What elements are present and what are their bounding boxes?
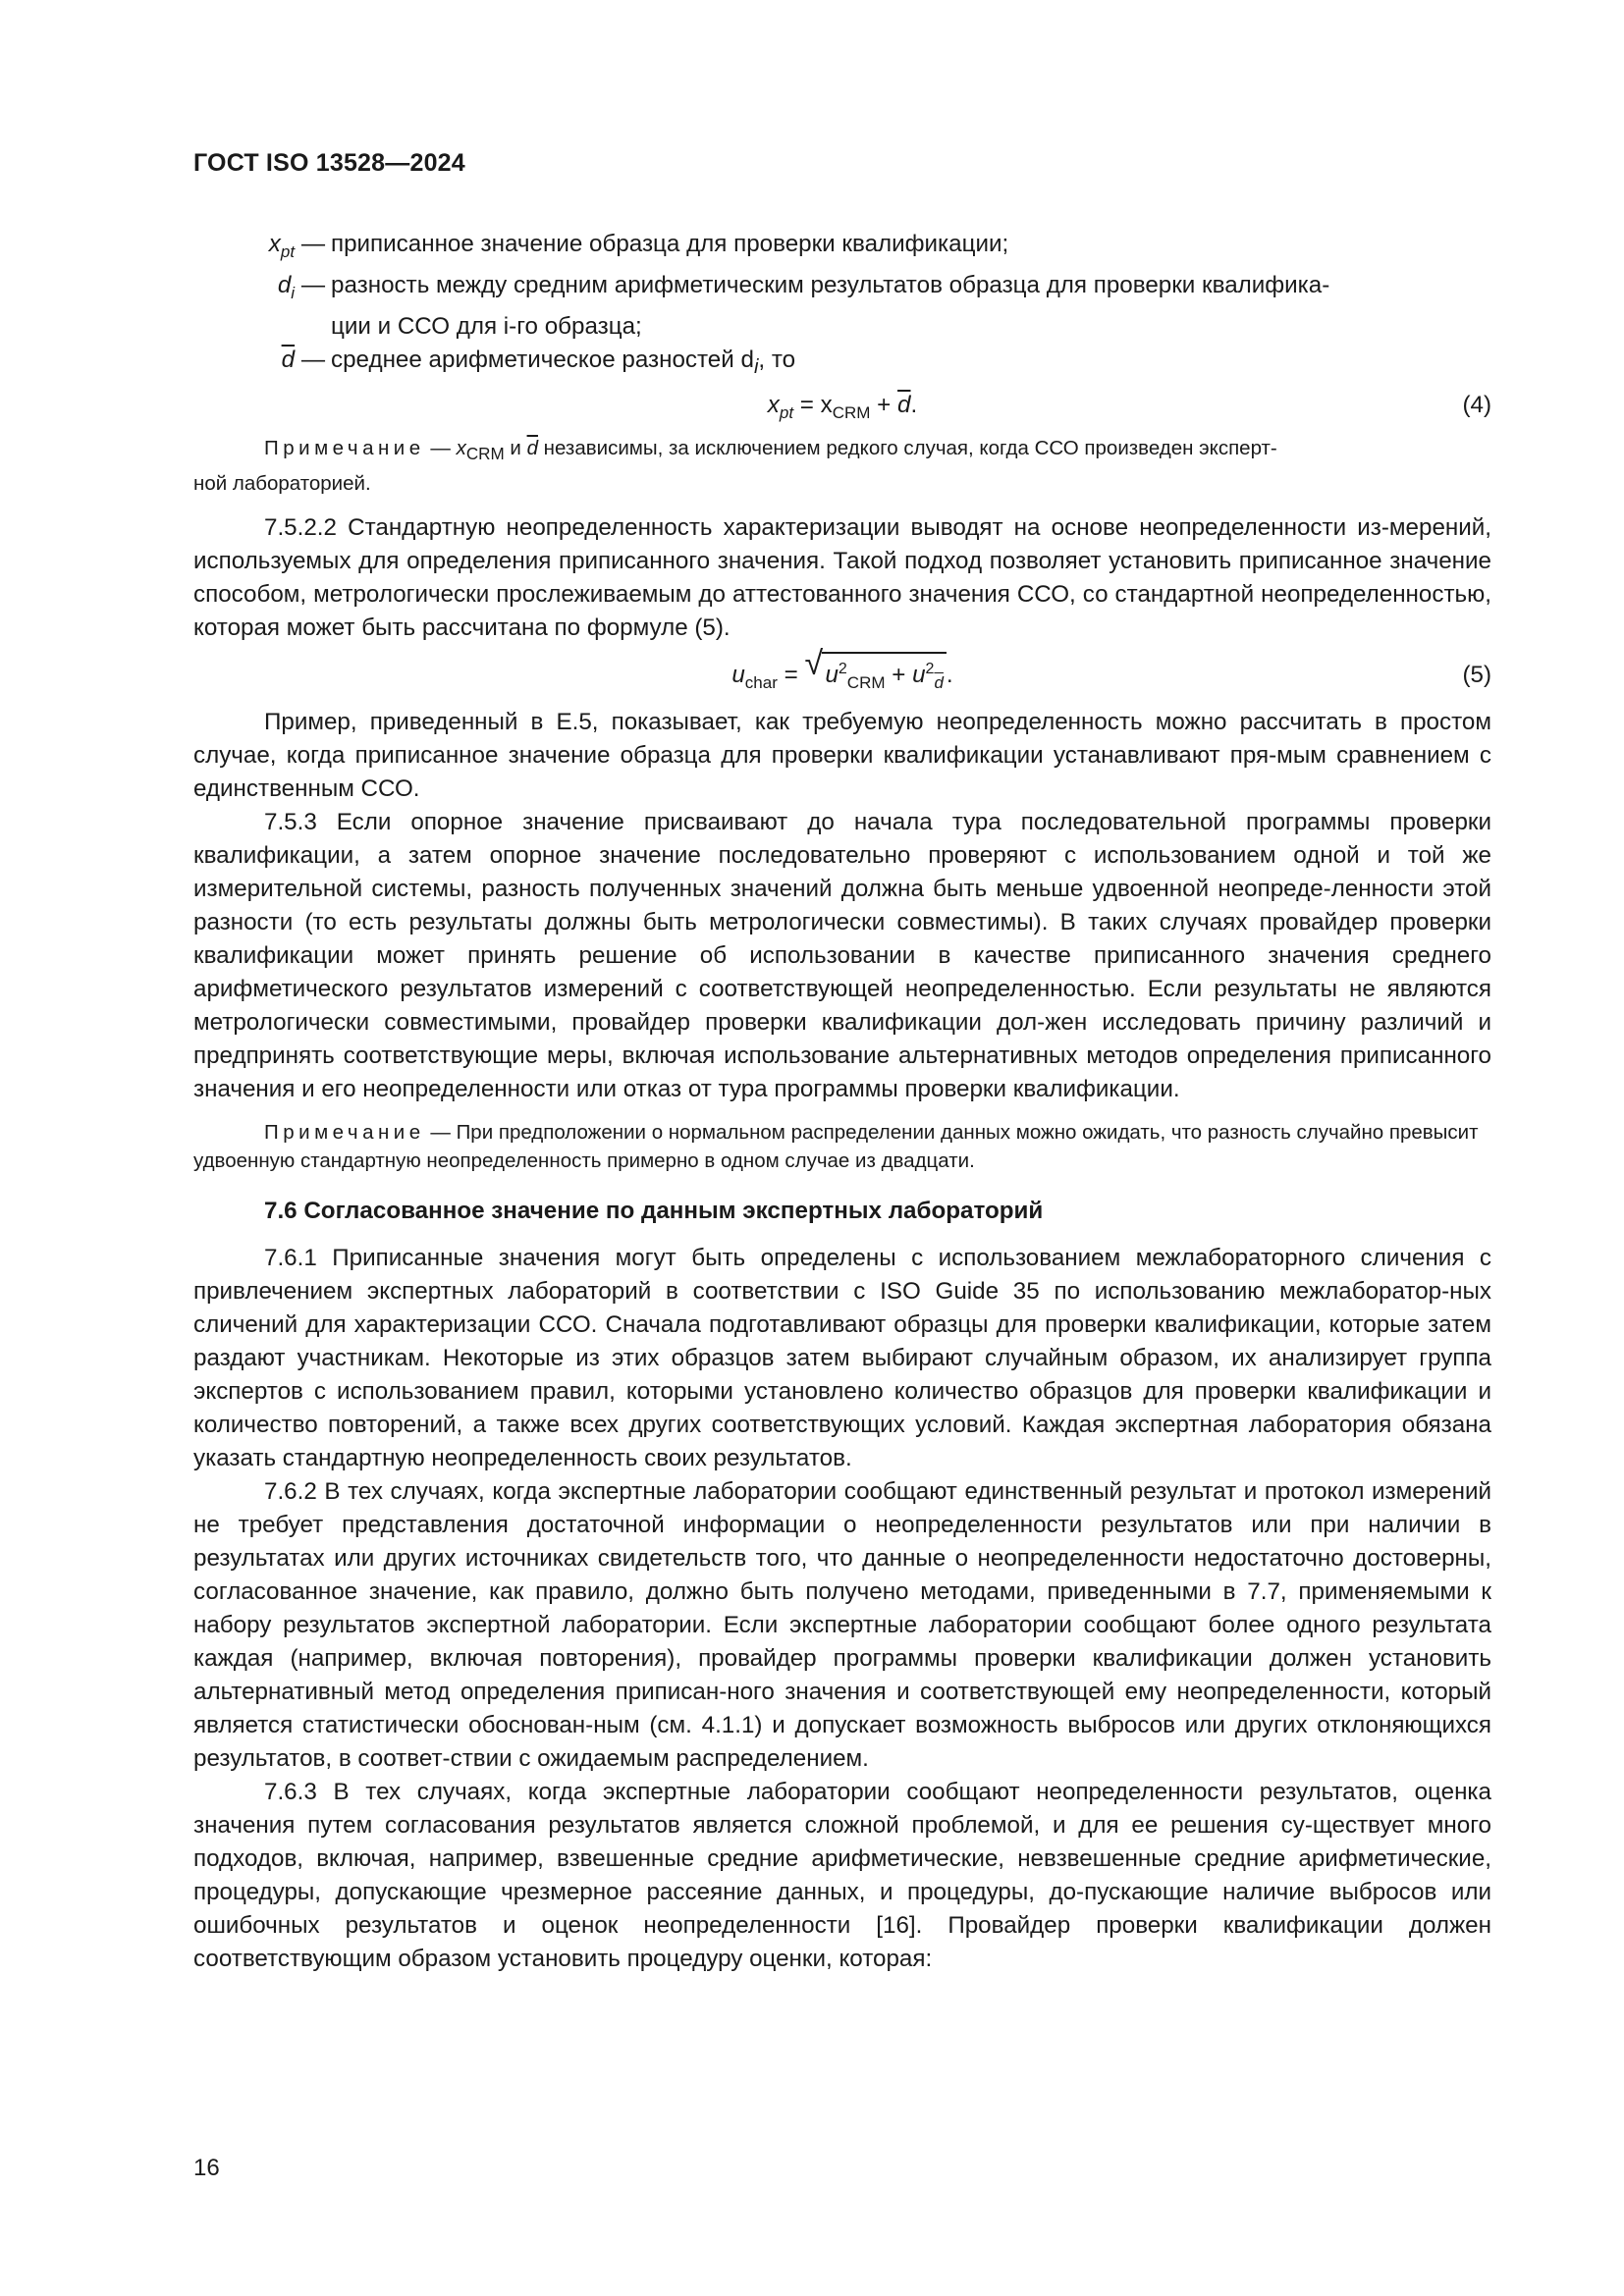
- section-heading-7-6: 7.6 Согласованное значение по данным экспертных лабораторий: [264, 1197, 1044, 1224]
- note-label: Примечание: [264, 1120, 425, 1144]
- variable-description: разность между средним арифметическим результатов образца для проверки квалифика-: [331, 271, 1330, 298]
- variable-symbol: $d_i$ —: [277, 271, 325, 302]
- document-body: [193, 228, 1491, 1976]
- variable-definition: [193, 344, 1491, 384]
- formula-number: (4): [1462, 392, 1491, 419]
- variable-definition: [193, 269, 1491, 310]
- variable-symbol: $\overline{d}$ —: [281, 346, 325, 373]
- paragraph-7-5-2-2: 7.5.2.2 Стандартную неопределенность характеризации выводят на основе неопределенности из-мерений, используемых для определения приписанного значения. Такой подход позволяет установить приписанное значение способом, метрологически прослеживаемым до аттестованного значения ССО, со стандартной неопределенностью, которая может быть рассчитана по формуле (5).: [193, 513, 1491, 641]
- variable-description: ции и ССО для i-го образца;: [331, 312, 642, 340]
- variable-definition: [193, 228, 1491, 269]
- formula-4: [193, 385, 1491, 426]
- variable-definition-continued: [193, 310, 1491, 344]
- note: Примечание — $x_{CRM}$ и $\overline{d}$ независимы, за исключением редкого случая, когда ССО произведен эксперт- ной лабораторией.: [193, 437, 1277, 495]
- variable-symbol: $x_{pt}$ —: [268, 231, 325, 261]
- paragraph-7-6-2: 7.6.2 В тех случаях, когда экспертные лаборатории сообщают единственный результат и протокол измерений не требует представления достаточной информации о неопределенности результатов или при наличии в результатах или других источниках свидетельств того, что данные о неопределенности недостаточно достоверны, согласованное значение, как правило, должно быть получено методами, приведенными в 7.7, применяемыми к набору результатов экспертной лаборатории. Если экспертные лаборатории сообщают более одного результата каждая (например, включая повторения), провайдер программы проверки квалификации должен установить альтернативный метод определения приписан-ного значения и соответствующей ему неопределенности, который является статистически обоснован-ным (см. 4.1.1) и допускает возможность выбросов или других отклоняющихся результатов, в соответ-ствии с ожидаемым распределением.: [193, 1477, 1491, 1772]
- square-root: √ $u^2_{CRM} + u^2_{\overline{d}}$: [804, 649, 946, 702]
- paragraph-7-6-3: 7.6.3 В тех случаях, когда экспертные лаборатории сообщают неопределенности результатов, оценка значения путем согласования результатов является сложной проблемой, и для ее решения су-ществует много подходов, включая, например, взвешенные средние арифметические, невзвешенные средние арифметические, процедуры, допускающие чрезмерное рассеяние данных, и процедуры, до-пускающие наличие выбросов или ошибочных результатов и оценок неопределенности [16]. Провайдер проверки квалификации должен соответствующим образом установить процедуру оценки, которая:: [193, 1778, 1491, 1972]
- paragraph-7-5-3: 7.5.3 Если опорное значение присваивают до начала тура последовательной программы проверки квалификации, а затем опорное значение последовательно проверяют с использованием одной и той же измерительной системы, разность полученных значений должна быть меньше удвоенной неопреде-ленности этой разности (то есть результаты должны быть метрологически совместимы). В таких случаях провайдер проверки квалификации может принять решение об использовании в качестве приписанного значения среднего арифметического результатов измерений с соответствующей неопределенностью. Если результаты не являются метрологически совместимыми, провайдер проверки квалификации дол-жен исследовать причину различий и предпринять соответствующие меры, включая использование альтернативных методов определения приписанного значения и его неопределенности или отказ от тура программы проверки квалификации.: [193, 808, 1491, 1102]
- document-header: ГОСТ ISO 13528—2024: [193, 149, 465, 177]
- page-number: 16: [193, 2155, 220, 2181]
- paragraph-example: Пример, приведенный в Е.5, показывает, как требуемую неопределенность можно рассчитать в простом случае, когда приписанное значение образца для проверки квалификации устанавливают пря-мым сравнением с единственным ССО.: [193, 708, 1491, 802]
- variable-description: среднее арифметическое разностей $d_i$, то: [331, 346, 796, 378]
- formula-expression: $x_{pt} = x_{CRM} + \overline{d}$.: [767, 392, 918, 423]
- note-label: Примечание: [264, 437, 425, 460]
- formula-number: (5): [1462, 661, 1491, 688]
- note: Примечание — При предположении о нормальном распределении данных можно ожидать, что разность случайно превысит удвоенную стандартную неопределенность примерно в одном случае из двадцати.: [193, 1120, 1479, 1172]
- paragraph-7-6-1: 7.6.1 Приписанные значения могут быть определены с использованием межлабораторного сличения с привлечением экспертных лабораторий в соответствии с ISO Guide 35 по использованию межлаборатор-ных сличений для характеризации ССО. Сначала подготавливают образцы для проверки квалификации, которые затем раздают участникам. Некоторые из этих образцов затем выбирают случайным образом, их анализирует группа экспертов с использованием правил, которыми установлено количество образцов для проверки квалификации и количество повторений, а также всех других соответствующих условий. Каждая экспертная лаборатория обязана указать стандартную неопределенность своих результатов.: [193, 1244, 1491, 1471]
- formula-5: [193, 644, 1491, 702]
- variable-description: приписанное значение образца для проверки квалификации;: [331, 231, 1009, 257]
- formula-expression: $u_{char}$ = √ $u^2_{CRM} + u^2_{\overline{d}}$ .: [193, 649, 1491, 710]
